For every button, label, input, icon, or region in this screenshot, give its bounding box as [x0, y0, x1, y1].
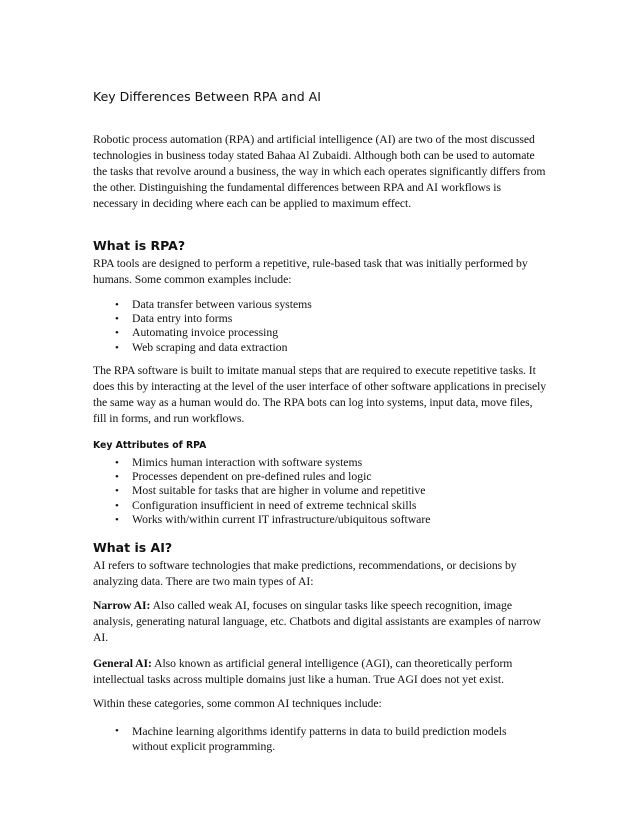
list-item: • Most suitable for tasks that are higher in volume and repetitive [115, 484, 426, 498]
list-item: • Works with/within current IT infrastructure/ubiquitous software [115, 512, 431, 526]
bullet-icon: • [115, 341, 119, 354]
general-ai-label: General AI: [93, 657, 152, 670]
list-item: • Configuration insufficient in need of extreme technical skills [115, 498, 417, 512]
rpa-description-paragraph: The RPA software is built to imitate manual steps that are required to execute repetitive tasks. It does this by interacting at the level of the user interface of other software applications in precisely the same way as a human would do. The RPA bots can log into systems, input data, move files, fill in forms, and run workflows. [93, 364, 547, 425]
list-item: • Automating invoice processing [115, 326, 279, 340]
ai-techniques-list [93, 724, 533, 754]
bullet-icon: • [115, 725, 119, 737]
bullet-icon: • [115, 457, 119, 469]
general-ai-paragraph: General AI: Also known as artificial general intelligence (AGI), can theoretically perform intellectual tasks across multiple domains just like a human. True AGI does not yet exist. [93, 657, 513, 686]
bullet-icon: • [115, 471, 119, 484]
list-item: • Data entry into forms [115, 312, 233, 326]
rpa-heading: What is RPA? [93, 238, 186, 253]
rpa-intro-paragraph: RPA tools are designed to perform a repetitive, rule-based task that was initially performed by humans. Some common examples include: [93, 257, 528, 286]
bullet-icon: • [115, 327, 119, 340]
intro-paragraph: Robotic process automation (RPA) and artificial intelligence (AI) are two of the most discussed technologies in business today stated Bahaa Al Zubaidi. Although both can be used to automate the tasks that revolve around a business, the way in which each operates significantly differs from the other. Distinguishing the fundamental differences between RPA and AI workflows is necessary in deciding where each can be applied to maximum effect. [93, 133, 546, 210]
bullet-icon: • [115, 485, 119, 498]
list-item: • Mimics human interaction with software systems [115, 456, 363, 469]
rpa-attributes-heading: Key Attributes of RPA [93, 440, 207, 451]
ai-heading: What is AI? [93, 540, 173, 555]
ai-techniques-intro: Within these categories, some common AI techniques include: [93, 697, 382, 710]
bullet-icon: • [115, 313, 119, 326]
ai-intro-paragraph: AI refers to software technologies that make predictions, recommendations, or decisions by analyzing data. There are two main types of AI: [93, 559, 517, 588]
bullet-icon: • [115, 299, 119, 311]
page-title: Key Differences Between RPA and AI [93, 89, 321, 104]
list-item: • Web scraping and data extraction [115, 340, 288, 354]
list-item: • Machine learning algorithms identify patterns in data to build prediction models without explicit programming. [115, 725, 507, 753]
list-item: • Data transfer between various systems [115, 298, 312, 311]
bullet-icon: • [115, 513, 119, 526]
narrow-ai-paragraph: Narrow AI: Also called weak AI, focuses on singular tasks like speech recognition, image analysis, generating natural language, etc. Chatbots and digital assistants are examples of narrow AI. [93, 599, 541, 644]
bullet-icon: • [115, 499, 119, 512]
list-item: • Processes dependent on pre-defined rules and logic [115, 470, 372, 484]
rpa-attributes-list [93, 456, 553, 527]
narrow-ai-label: Narrow AI: [93, 599, 151, 612]
rpa-examples-list [93, 298, 553, 355]
